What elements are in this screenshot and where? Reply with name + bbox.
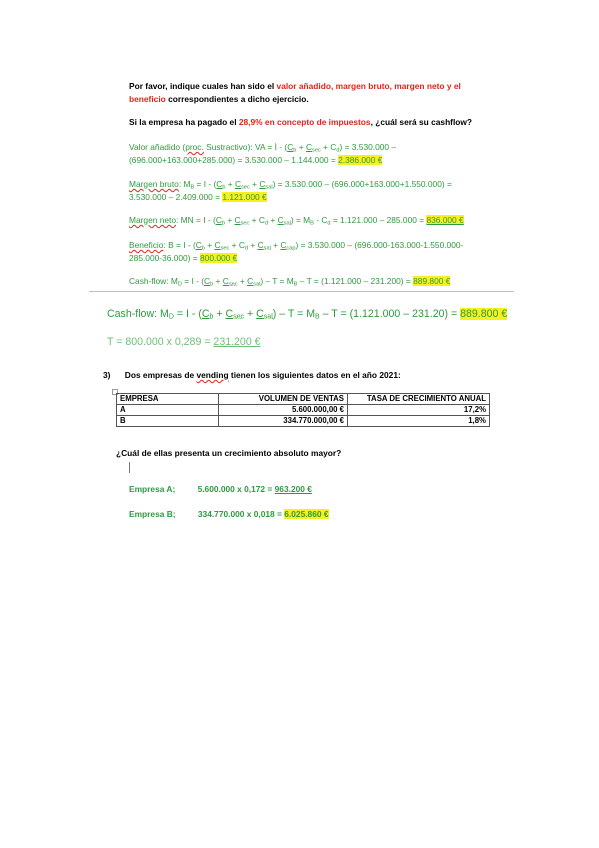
beneficio-block: Beneficio: $B = I - (C_b + C_{sec} + C_d + C_{sal} + C_{cap}) = 3.530.000 - (696.000-163.000-1.550.000-$ 285.000-36.000) = 800.000 € (129, 240, 464, 263)
mn-result: 836.000 € (426, 215, 464, 225)
intro-text: Por favor, indique cuales han sido el (129, 81, 277, 91)
margen-neto-block: Margen neto: MN = $I - (C_b + C_{sec} + C_d + C_{sal}) = M_B - C_d = 1.121.000 - 285.000 = 836.000$ € (129, 215, 464, 227)
va-result: 2.386.000 € (338, 154, 383, 165)
intro-red-beneficio: beneficio (129, 93, 166, 104)
q3-vending: vending (196, 370, 229, 380)
empresa-b-label: Empresa B; (129, 509, 176, 519)
cell-empresa: B (117, 416, 219, 427)
empresa-a-calc: 5.600.000 x 0,172 = (197, 484, 275, 494)
header-empresa: EMPRESA (117, 394, 219, 405)
va-cb: $C_b$ (287, 142, 297, 154)
cf-small-result: 889.800 € (413, 276, 451, 286)
tax-question-red: 28,9% en concepto de impuestos (238, 117, 371, 127)
va-proc: proc. (185, 142, 204, 152)
tax-question-text: Si la empresa ha pagado el (129, 117, 239, 127)
mb-label: Margen bruto (129, 179, 179, 189)
mn-rest: = 1.121.000 – 285.000 = (330, 215, 427, 225)
va-rest: ) = 3.530.000 – (339, 142, 397, 152)
question-intro (129, 80, 461, 105)
va-label: Valor añadido (129, 142, 181, 152)
question-tax (129, 116, 472, 129)
table-header-row (117, 394, 490, 405)
ben-label: Beneficio (129, 240, 164, 250)
cell-tasa: 17,2% (348, 405, 490, 416)
mn-label: Margen neto (129, 215, 177, 225)
empresa-b-row (129, 508, 329, 521)
table-row (117, 405, 490, 416)
ben-rest: ) = 3.530.000 – (696.000-163.000-1.550.000- (295, 240, 464, 250)
empresa-b-result: 6.025.860 € (284, 509, 329, 519)
cell-volumen: 334.770.000,00 € (219, 416, 348, 427)
header-tasa: TASA DE CRECIMIENTO ANUAL (348, 394, 490, 405)
mb-line2: 3.530.000 – 2.409.000 = (129, 191, 223, 202)
intro-text-2: correspondientes a dicho ejercicio. (165, 93, 309, 104)
empresa-b-calc: 334.770.000 x 0,018 = (197, 509, 285, 519)
valor-anadido-block: Valor añadido (proc. Sustractivo): VA = Ì - $(C_b + C_{sec} + C_d) = 3.530.000$ – (696.000+163.000+285.000) = 3.530.000 – 1.144.000 = 2.386.000 € (129, 142, 397, 165)
tax-computation (107, 335, 261, 349)
sales-table (116, 393, 490, 427)
tax-result: 231.200 € (213, 336, 261, 348)
ben-result: 800.000 € (200, 252, 238, 263)
ben-line2: 285.000-36.000) = (129, 252, 201, 263)
q3-number: 3) (103, 370, 111, 380)
cf-small-rest: – T = (1.121.000 – 231.200) = (297, 276, 414, 286)
tax-text: T = 800.000 x 0,289 = (107, 336, 214, 348)
table-row (117, 416, 490, 427)
empresa-a-label: Empresa A; (129, 484, 176, 494)
cashflow-big-block: Cash-flow: $M_D = I - (C_b + C_{sec} + C_{sal}) - T = M_B - T = (1.121.000 - 231.20) = 889.800$ € (107, 308, 508, 321)
intro-red-text: valor añadido, margen bruto, margen neto y el (276, 81, 461, 91)
cashflow-small-block: Cash-flow: $M_D = I - (C_b + C_{sec} + C_{sal}) - T = M_B - T = (1.121.000 - 231.200) = 889.800$ € (129, 276, 451, 288)
cf-big-label: Cash-flow (107, 308, 155, 320)
empresa-a-result: 963.200 € (274, 484, 312, 494)
cf-small-label: Cash-flow (129, 276, 167, 286)
mb-result: 1.121.000 € (222, 191, 267, 202)
va-after: Sustractivo): VA = Ì - ( (203, 142, 288, 152)
question-3: 3) Dos empresas de vending tienen los siguientes datos en el año 2021: (103, 370, 401, 380)
cell-tasa: 1,8% (348, 416, 490, 427)
va-open: ( (180, 142, 186, 152)
cell-empresa: A (117, 405, 219, 416)
va-line2: (696.000+163.000+285.000) = 3.530.000 – 1.144.000 = (129, 154, 339, 165)
mb-rest: ) = 3.530.000 – (696.000+163.000+1.550.000) = (272, 179, 452, 189)
cell-volumen: 5.600.000,00 € (219, 405, 348, 416)
header-volumen: VOLUMEN DE VENTAS (219, 394, 348, 405)
margen-bruto-block: Margen bruto: $M_B = I - (C_b + C_{sec} + C_{sal}) = 3.530.000 - (696.000+163.000+1.550.000)$ = 3.530.000 – 2.409.000 = 1.121.000 € (129, 179, 452, 202)
cf-big-result: 889.800 € (460, 308, 508, 320)
tax-question-text-2: , ¿cuál será su cashflow? (370, 117, 473, 127)
va-cd: $C_d$ (330, 142, 340, 154)
growth-question: ¿Cuál de ellas presenta un crecimiento absoluto mayor? (116, 448, 342, 458)
va-csec: $C_{sec}$ (305, 142, 321, 154)
page-divider (89, 291, 514, 292)
empresa-a-row (129, 483, 312, 496)
text-cursor (129, 462, 130, 473)
